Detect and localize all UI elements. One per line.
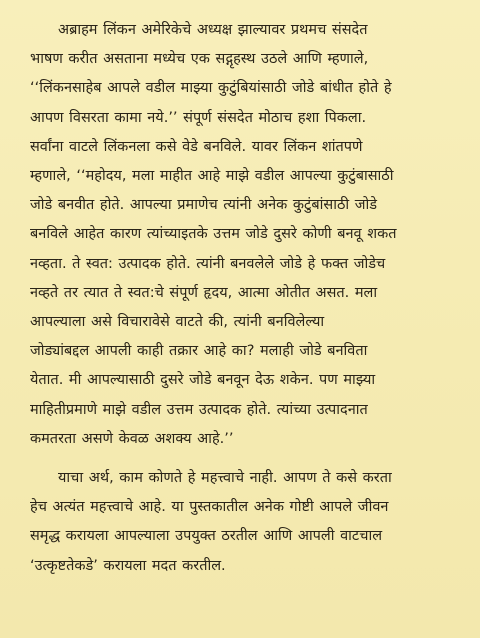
text-line: म्हणाले, ‘‘महोदय, मला माहीत आहे माझे वडील आपल्या कुटुंबासाठी [30,168,394,185]
text-line: आपल्याला असे विचारावेसे वाटते की, त्यांनी बनविलेल्या [30,314,325,331]
text-line: येतात. मी आपल्यासाठी दुसरे जोडे बनवून देऊ शकेन. पण माझ्या [30,372,376,389]
text-line: आपण विसरता कामा नये.’’ संपूर्ण संसदेत मोठाच हशा पिकला. [30,109,367,126]
text-line: अब्राहम लिंकन अमेरिकेचे अध्यक्ष झाल्यावर प्रथमच संसदेत [58,22,368,38]
text-line: जोड्यांबद्दल आपली काही तक्रार आहे का? मलाही जोडे बनविता [30,343,368,360]
text-line: सर्वांना वाटले लिंकनला कसे वेडे बनविले. यावर लिंकन शांतपणे [30,138,363,155]
paragraph-conclusion [30,464,460,581]
paragraph-lincoln-story [30,16,460,454]
text-line: माहितीप्रमाणे माझे वडील उत्तम उत्पादक होते. त्यांच्या उत्पादनात [30,401,368,418]
text-line: ‘‘लिंकनसाहेब आपले वडील माझ्या कुटुंबियांसाठी जोडे बांधीत होते हे [30,80,392,97]
text-line: नव्हता. ते स्वत: उत्पादक होते. त्यांनी बनवलेले जोडे हे फक्त जोडेच [30,255,386,272]
text-line: जोडे बनवीत होते. आपल्या प्रमाणेच त्यांनी अनेक कुटुंबांसाठी जोडे [30,197,378,214]
text-line: बनविले आहेत कारण त्यांच्याइतके उत्तम जोडे दुसरे कोणी बनवू शकत [30,226,397,243]
text-line: समृद्ध करायला आपल्याला उपयुक्त ठरतील आणि आपली वाटचाल [30,528,383,545]
text-line: नव्हते तर त्यात ते स्वत:चे संपूर्ण हृदय, आत्मा ओतीत असत. मला [30,284,378,301]
text-line: ‘उत्कृष्टतेकडे’ करायला मदत करतील. [30,557,226,574]
text-line: कमतरता असणे केवळ अशक्य आहे.’’ [30,430,234,447]
text-line: याचा अर्थ, काम कोणते हे महत्त्वाचे नाही. आपण ते कसे करता [58,470,392,487]
text-line: भाषण करीत असताना मध्येच एक सद्गृहस्थ उठले आणि म्हणाले, [30,51,369,68]
paragraph-gap [30,454,460,464]
text-line: हेच अत्यंत महत्त्वाचे आहे. या पुस्तकातील अनेक गोष्टी आपले जीवन [30,499,389,516]
